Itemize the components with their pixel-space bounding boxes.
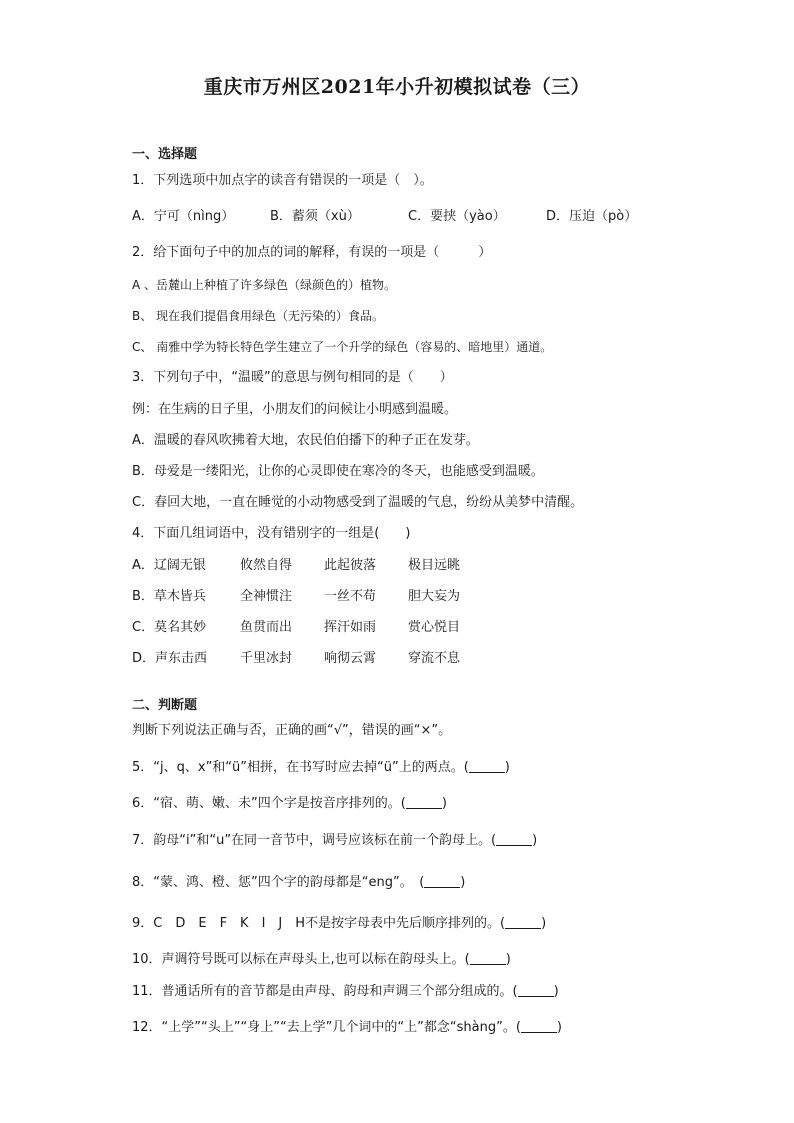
q4-d-word-4: 穿流不息 xyxy=(408,651,461,666)
section-heading-choice: 一、选择题 xyxy=(132,147,198,162)
answer-blank xyxy=(521,1019,557,1033)
section-2-instructions: 判断下列说法正确与否，正确的画“√”，错误的画“×”。 xyxy=(132,723,452,738)
question-1-option-d: D．压迫（pò） xyxy=(546,209,638,224)
answer-blank xyxy=(505,915,541,929)
question-3-option-c: C．春回大地，一直在睡觉的小动物感受到了温暖的气息，纷纷从美梦中清醒。 xyxy=(132,495,584,510)
q4-a-word-3: 此起彼落 xyxy=(324,558,377,573)
question-3-option-a: A．温暖的春风吹拂着大地，农民伯伯播下的种子正在发芽。 xyxy=(132,433,479,448)
question-4-row-a xyxy=(132,557,492,575)
judge-item-5 xyxy=(132,759,510,777)
q4-b-word-4: 胆大妄为 xyxy=(408,589,461,604)
question-3-example: 例：在生病的日子里，小朋友们的问候让小明感到温暖。 xyxy=(132,402,458,417)
q4-c-word-1: C．莫名其妙 xyxy=(132,620,207,635)
judge-item-11 xyxy=(132,983,559,1001)
judge-item-7 xyxy=(132,832,537,850)
q4-b-word-2: 全神惯注 xyxy=(240,589,293,604)
question-2-option-a: A 、岳麓山上种植了许多绿色（绿颜色的）植物。 xyxy=(132,278,397,292)
judge-item-10 xyxy=(132,951,511,969)
judge-item-8-end: ) xyxy=(460,875,466,890)
judge-item-11-end: ) xyxy=(553,984,559,999)
answer-blank xyxy=(496,832,532,846)
question-3-option-b: B．母爱是一缕阳光，让你的心灵即使在寒冷的冬天，也能感受到温暖。 xyxy=(132,464,544,479)
q4-a-word-4: 极目远眺 xyxy=(408,558,461,573)
question-3-stem: 3．下列句子中，“温暖”的意思与例句相同的是（ ） xyxy=(132,370,453,385)
judge-item-10-end: ) xyxy=(505,952,511,967)
judge-item-12-text: 12．“上学”“头上”“身上”“去上学”几个词中的“上”都念“shàng”。( xyxy=(132,1020,521,1035)
question-2-stem: 2．给下面句子中的加点的词的解释，有误的一项是（ ） xyxy=(132,245,492,260)
judge-item-8-text: 8．“蒙、鸿、橙、惩”四个字的韵母都是“eng”。 ( xyxy=(132,875,425,890)
judge-item-10-text: 10．声调符号既可以标在声母头上,也可以标在韵母头上。( xyxy=(132,952,470,967)
q4-d-word-2: 千里冰封 xyxy=(240,651,293,666)
page-title: 重庆市万州区2021年小升初模拟试卷（三） xyxy=(203,76,591,98)
question-4-row-d xyxy=(132,650,492,668)
judge-item-12 xyxy=(132,1019,562,1037)
judge-item-9-text: 9．C D E F K I J H不是按字母表中先后顺序排列的。( xyxy=(132,916,506,931)
section-heading-judge: 二、判断题 xyxy=(132,698,198,713)
q4-d-word-3: 响彻云霄 xyxy=(324,651,377,666)
judge-item-9 xyxy=(132,915,546,933)
q4-c-word-2: 鱼贯而出 xyxy=(240,620,293,635)
answer-blank xyxy=(406,795,442,809)
q4-c-word-3: 挥汗如雨 xyxy=(324,620,377,635)
answer-blank xyxy=(469,759,505,773)
judge-item-7-end: ) xyxy=(532,833,538,848)
q4-d-word-1: D．声东击西 xyxy=(132,651,208,666)
judge-item-12-end: ) xyxy=(556,1020,562,1035)
question-2-option-c: C、 南雅中学为特长特色学生建立了一个升学的绿色（容易的、暗地里）通道。 xyxy=(132,340,553,354)
question-1-option-b: B．蓄须（xù） xyxy=(270,209,360,224)
judge-item-8 xyxy=(132,874,465,892)
q4-b-word-1: B．草木皆兵 xyxy=(132,589,206,604)
q4-b-word-3: 一丝不苟 xyxy=(324,589,377,604)
question-1-option-c: C．要挟（yào） xyxy=(408,209,506,224)
q4-a-word-1: A．辽阔无银 xyxy=(132,558,206,573)
judge-item-6 xyxy=(132,795,447,813)
judge-item-7-text: 7．韵母“i”和“u”在同一音节中，调号应该标在前一个韵母上。( xyxy=(132,833,497,848)
q4-c-word-4: 赏心悦目 xyxy=(408,620,461,635)
question-1-options xyxy=(132,208,637,226)
question-2-option-b: B、 现在我们提倡食用绿色（无污染的）食品。 xyxy=(132,309,385,323)
answer-blank xyxy=(470,951,506,965)
judge-item-9-end: ) xyxy=(541,916,547,931)
judge-item-5-end: ) xyxy=(504,760,510,775)
question-4-stem: 4．下面几组词语中，没有错别字的一组是( ) xyxy=(132,526,411,541)
answer-blank xyxy=(518,983,554,997)
judge-item-6-end: ) xyxy=(441,796,447,811)
judge-item-6-text: 6．“宿、萌、嫩、未”四个字是按音序排列的。( xyxy=(132,796,406,811)
judge-item-5-text: 5．“j、q、x”和“ü”相拼，在书写时应去掉“ü”上的两点。( xyxy=(132,760,469,775)
question-1-stem: 1．下列选项中加点字的读音有错误的一项是（ ）。 xyxy=(132,173,433,188)
judge-item-11-text: 11．普通话所有的音节都是由声母、韵母和声调三个部分组成的。( xyxy=(132,984,518,999)
q4-a-word-2: 攸然自得 xyxy=(240,558,293,573)
question-1-option-a: A．宁可（nìng） xyxy=(132,209,235,224)
question-4-row-c xyxy=(132,619,492,637)
answer-blank xyxy=(424,874,460,888)
question-4-row-b xyxy=(132,588,492,606)
